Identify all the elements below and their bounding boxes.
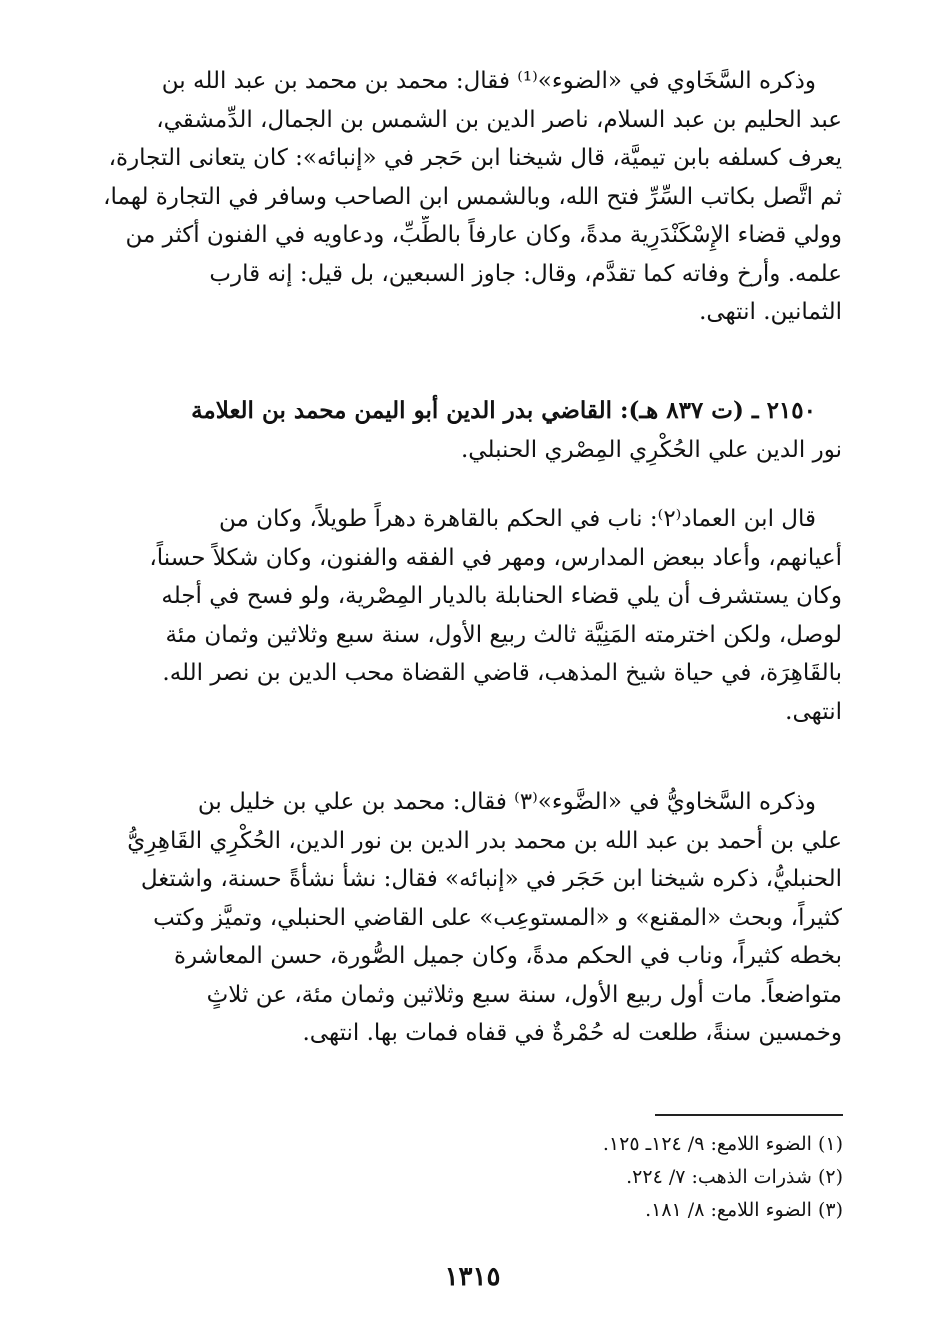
text-line: الثمانين. انتهى.: [699, 299, 842, 325]
text-line: متواضعاً. مات أول ربيع الأول، سنة سبع وثلاثين وثمان مئة، عن ثلاثٍ: [206, 981, 842, 1008]
text-line: عبد الحليم بن عبد السلام، ناصر الدين بن الشمس بن الجمال، الدِّمشقي،: [156, 106, 842, 133]
footnote-2: (٢) شذرات الذهب: ٧/ ٢٢٤.: [626, 1166, 843, 1188]
footnote-1: (١) الضوء اللامع: ٩/ ١٢٤ـ ١٢٥.: [602, 1133, 843, 1155]
text-line: وذكره السَّخاويُّ في «الضَّوء»⁽٣⁾ فقال: محمد بن علي بن خليل بن: [197, 789, 816, 815]
text-line: وكان يستشرف أن يلي قضاء الحنابلة بالديار المِصْرية، ولو فسح في أجله: [161, 583, 842, 609]
text-line: الحنبليُّ، ذكره شيخنا ابن حَجَر في «إنبائه» فقال: نشأ نشأةً حسنة، واشتغل: [140, 866, 842, 892]
paragraph-sakhawi-second: [100, 783, 842, 1053]
text-line: يعرف كسلفه بابن تيميَّة، قال شيخنا ابن حَجر في «إنبائه»: كان يتعانى التجارة،: [108, 145, 842, 171]
text-line: قال ابن العماد⁽٢⁾: ناب في الحكم بالقاهرة دهراً طويلاً، وكان من: [219, 506, 816, 532]
page-number: ١٣١٥: [444, 1262, 501, 1292]
text-line: بخطه كثيراً، وناب في الحكم مدةً، وكان جميل الصُّورة، حسن المعاشرة: [173, 943, 842, 969]
text-line: أعيانهم، وأعاد ببعض المدارس، ومهر في الفقه والفنون، وكان شكلاً حسناً،: [149, 544, 842, 571]
footnote-3: (٣) الضوء اللامع: ٨/ ١٨١.: [645, 1199, 843, 1221]
entry-heading-line: ٢١٥٠ ـ (ت ٨٣٧ هـ): القاضي بدر الدين أبو اليمن محمد بن العلامة: [191, 397, 816, 424]
paragraph-ibn-al-imad: [100, 500, 842, 731]
text-line: انتهى.: [785, 698, 842, 725]
text-line: ثم اتَّصل بكاتب السِّرِّ فتح الله، وبالشمس ابن الصاحب وسافر في التجارة لهما،: [103, 183, 842, 210]
text-line: علي بن أحمد بن عبد الله بن محمد بدر الدين بن نور الدين، الحُكْرِي القَاهِرِيُّ: [127, 827, 842, 854]
text-line: نور الدين علي الحُكْرِي المِصْري الحنبلي.: [460, 436, 842, 463]
footnotes: [343, 1128, 843, 1227]
text-line: وذكره السَّخَاوي في «الضوء»⁽¹⁾ فقال: محمد بن محمد بن عبد الله بن: [161, 68, 816, 94]
footnote-divider: [655, 1114, 843, 1116]
text-line: وولي قضاء الإِسْكَنْدَرِية مدةً، وكان عارفاً بالطِّبِّ، ودعاويه في الفنون أكثر من: [125, 222, 842, 248]
text-line: وخمسين سنةً، طلعت له حُمْرةٌ في قفاه فمات بها. انتهى.: [302, 1020, 842, 1046]
text-line: بالقَاهِرَة، في حياة شيخ المذهب، قاضي القضاة محب الدين بن نصر الله.: [162, 660, 842, 686]
text-line: لوصل، ولكن اخترمته المَنِيَّة ثالث ربيع الأول، سنة سبع وثلاثين وثمان مئة: [165, 621, 842, 648]
paragraph-sakhawi-first: [100, 62, 842, 332]
text-line: كثيراً، وبحث «المقنع» و «المستوعِب» على القاضي الحنبلي، وتميَّز وكتب: [153, 904, 842, 931]
entry-2150: [100, 392, 842, 469]
text-line: علمه. وأرخ وفاته كما تقدَّم، وقال: جاوز السبعين، بل قيل: إنه قارب: [209, 260, 842, 287]
